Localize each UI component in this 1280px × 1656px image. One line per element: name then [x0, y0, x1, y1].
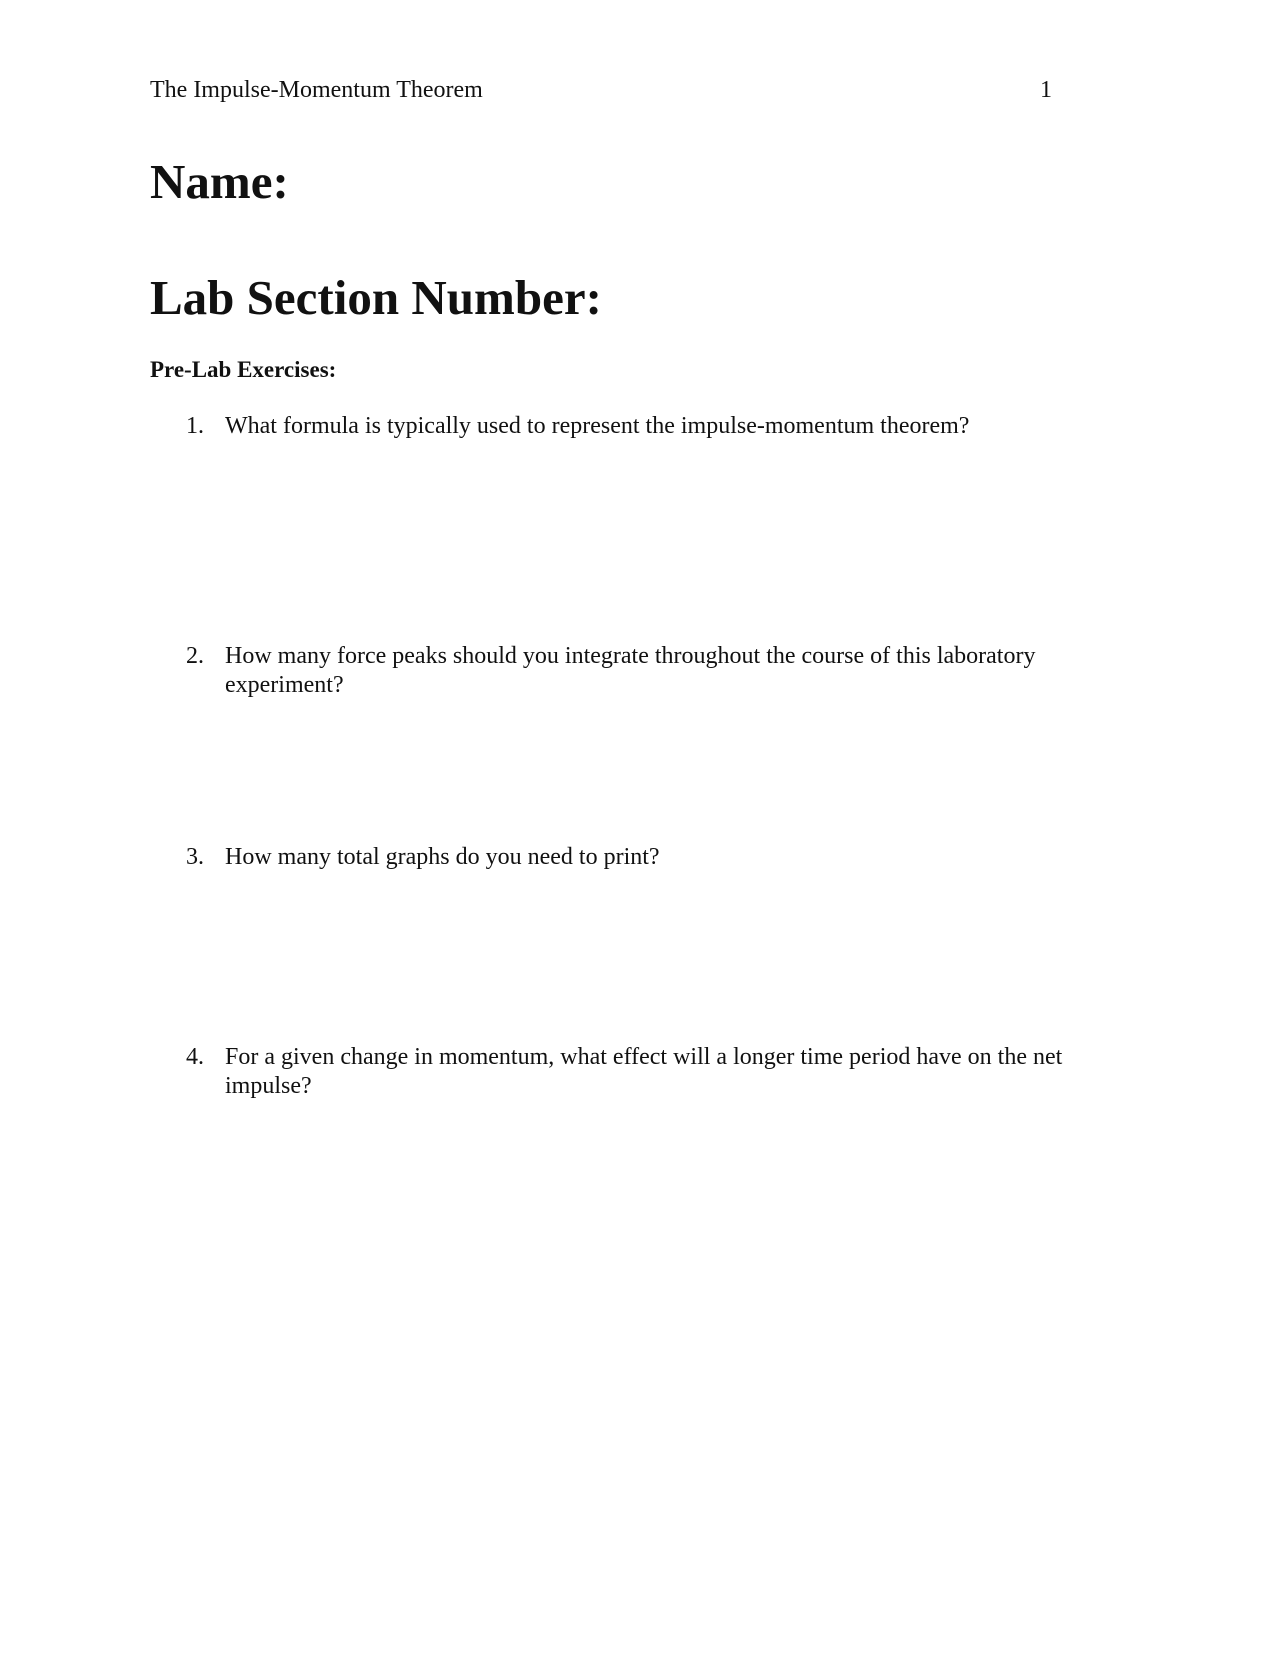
question-text: What formula is typically used to represent the impulse-momentum theorem? [225, 413, 970, 439]
question-number: 3. [186, 844, 204, 870]
question-text: For a given change in momentum, what effect will a longer time period have on the net impulse? [225, 1044, 1063, 1099]
question-text: How many force peaks should you integrate throughout the course of this laboratory experiment? [225, 643, 1036, 698]
question-number: 4. [186, 1044, 204, 1070]
name-label: Name: [150, 154, 289, 209]
pre-lab-heading: Pre-Lab Exercises: [150, 357, 337, 382]
question-text: How many total graphs do you need to print? [225, 844, 660, 870]
running-title: The Impulse-Momentum Theorem [150, 77, 483, 103]
question-number: 2. [186, 643, 204, 669]
page-number: 1 [1040, 77, 1052, 103]
question-number: 1. [186, 413, 204, 439]
lab-section-label: Lab Section Number: [150, 270, 602, 325]
